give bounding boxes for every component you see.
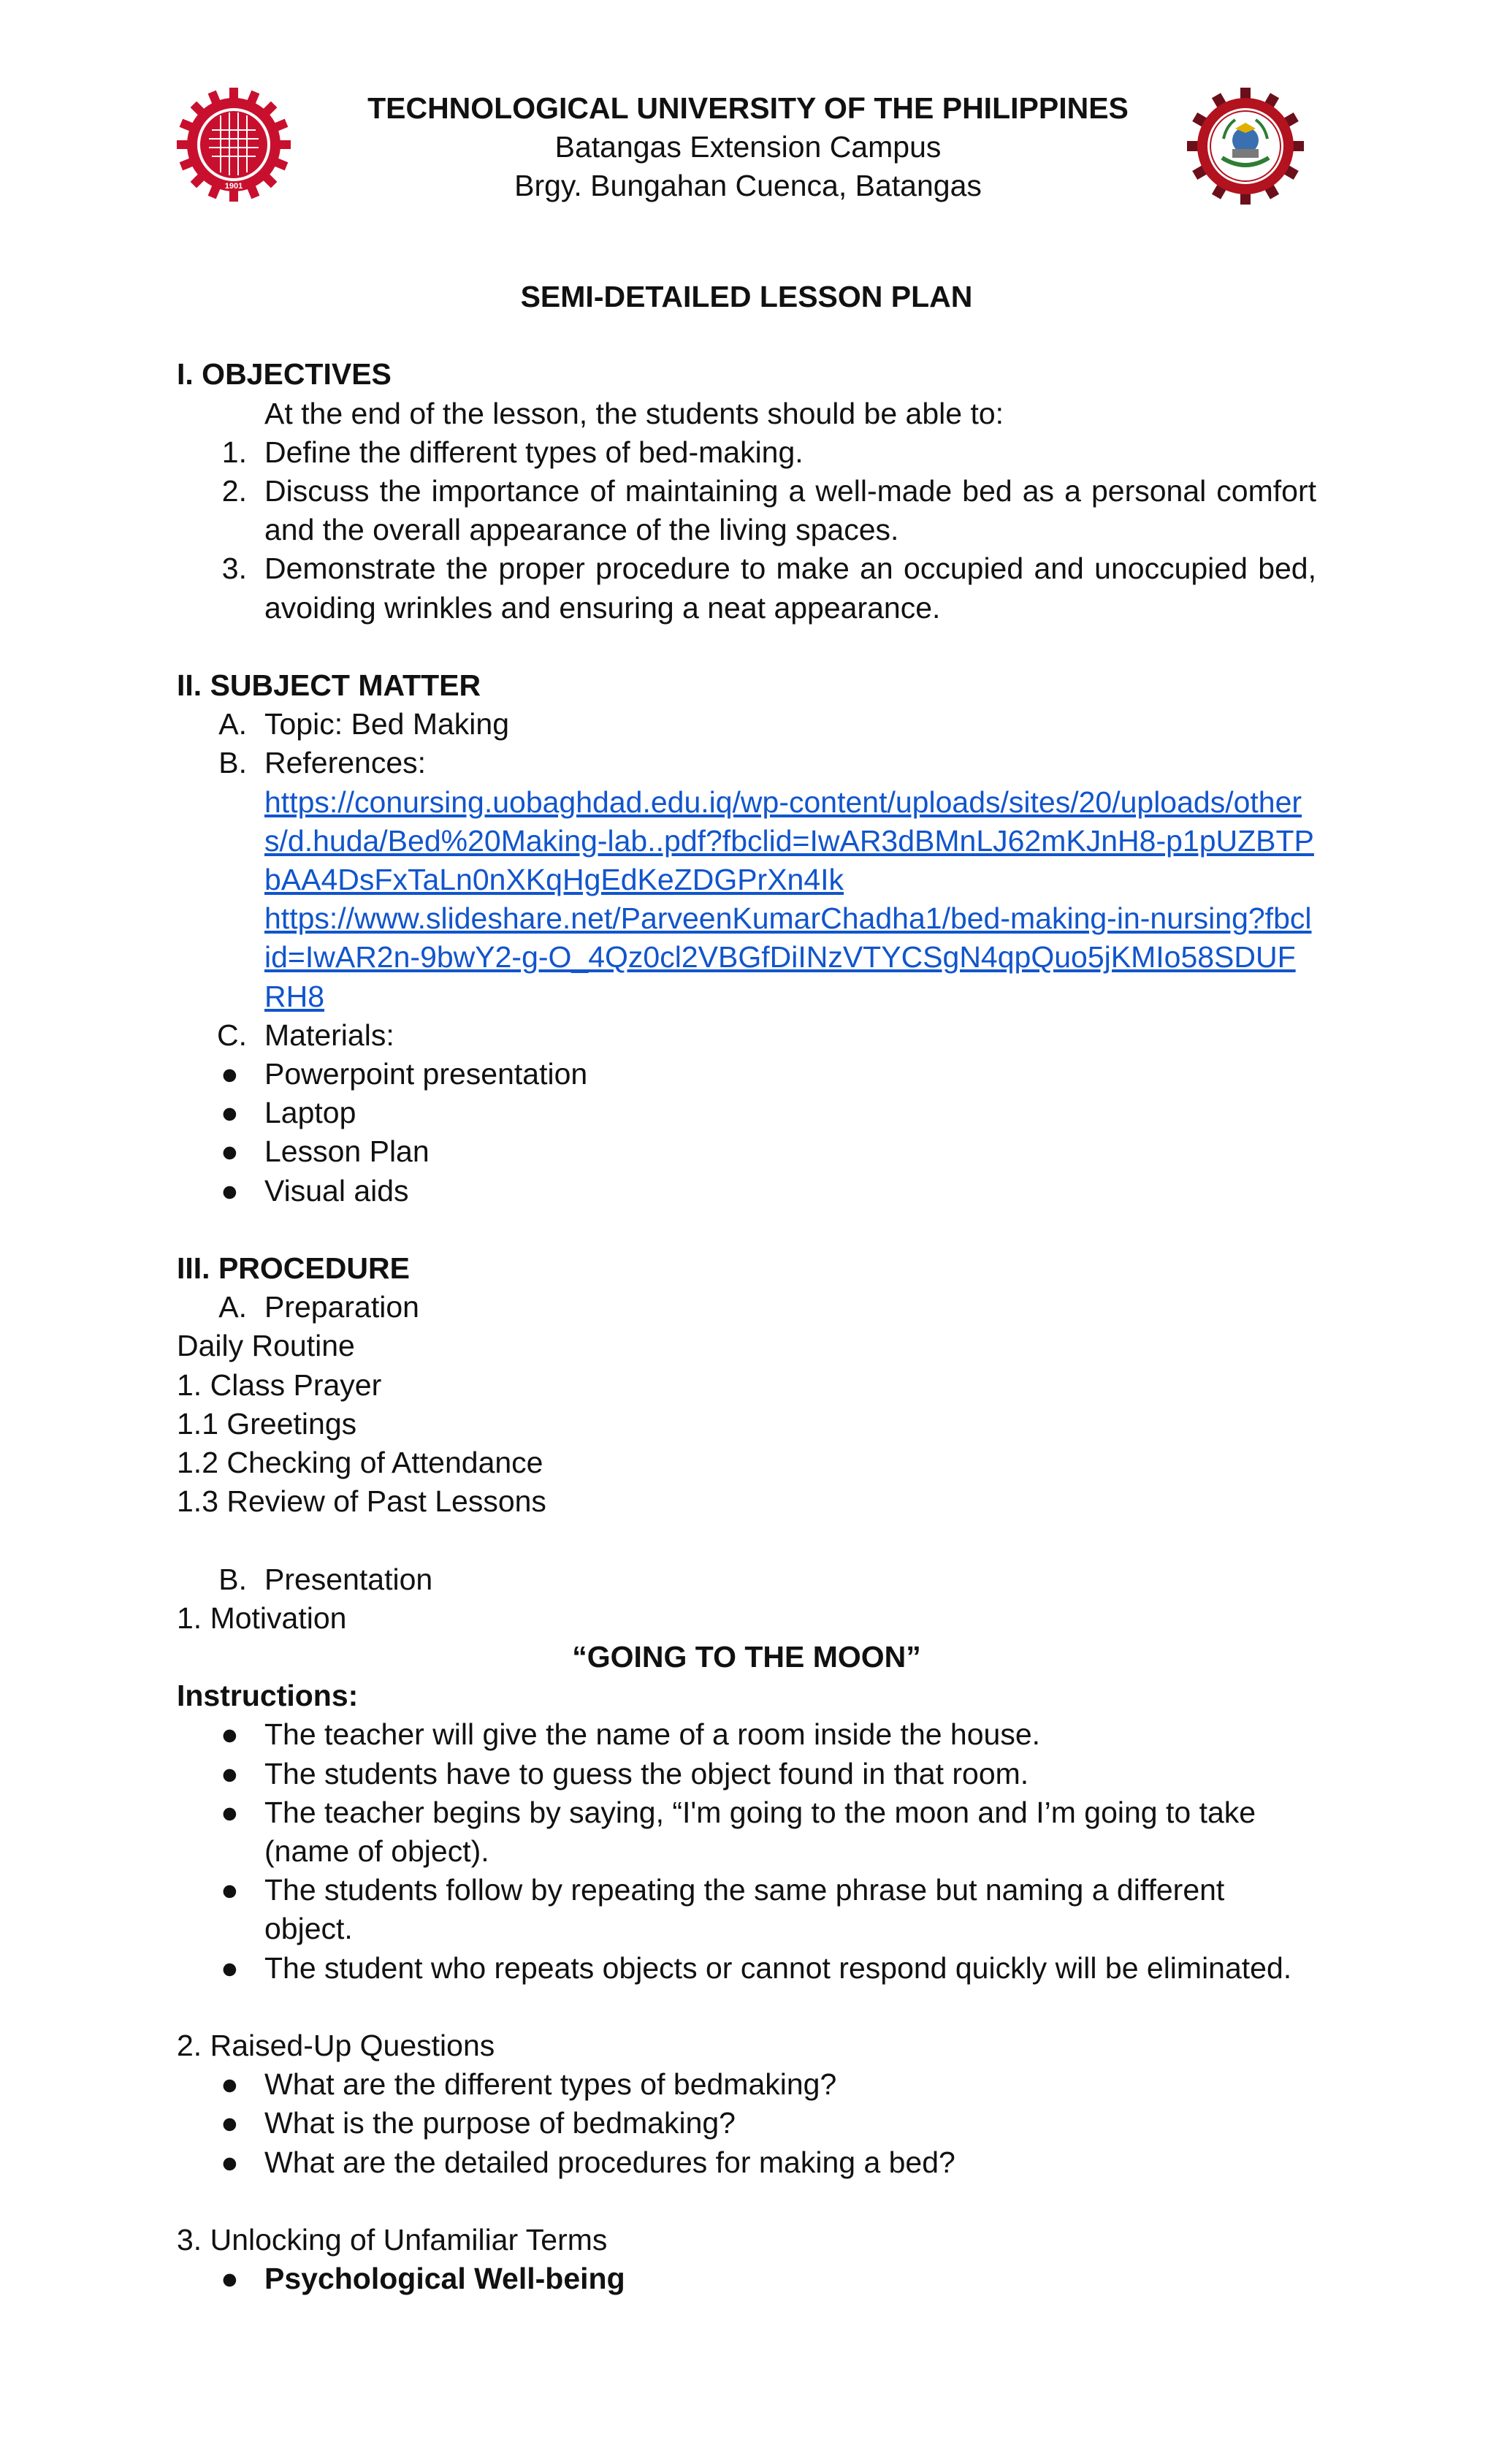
references-item	[177, 744, 1316, 782]
question-text: What are the detailed procedures for making a bed?	[264, 2145, 955, 2179]
document-body	[177, 278, 1316, 2298]
objectives-heading: I. OBJECTIVES	[177, 357, 392, 392]
topic-letter: A.	[218, 707, 247, 741]
bullet-icon: ●	[221, 2262, 239, 2296]
objective-text: Demonstrate the proper procedure to make an occupied and unoccupied bed, avoiding wrinkles and ensuring a neat appearance.	[264, 552, 1316, 625]
bullet-icon: ●	[221, 2067, 239, 2102]
bullet-icon: ●	[221, 1134, 239, 1169]
objective-number: 1.	[221, 435, 247, 469]
material-text: Visual aids	[264, 1173, 409, 1208]
instruction-text: The students have to guess the object found in that room.	[264, 1756, 1029, 1790]
objective-item	[177, 472, 1316, 549]
instruction-list-item	[177, 1871, 1316, 1948]
objective-number: 2.	[221, 474, 247, 508]
reference-links	[177, 783, 1316, 1016]
instruction-list-item	[177, 1793, 1316, 1871]
university-name: TECHNOLOGICAL UNIVERSITY OF THE PHILIPPINES	[367, 91, 1129, 125]
bullet-icon: ●	[221, 1756, 239, 1790]
campus-name: Batangas Extension Campus	[554, 130, 942, 164]
objective-item	[177, 549, 1316, 627]
material-list-item	[177, 1172, 1316, 1210]
question-text: What are the different types of bedmaking?	[264, 2067, 837, 2102]
unlocking-terms-title: 3. Unlocking of Unfamiliar Terms	[177, 2223, 608, 2257]
objective-number: 3.	[221, 552, 247, 586]
question-list-item	[177, 2104, 1316, 2143]
instruction-text: The teacher will give the name of a room inside the house.	[264, 1717, 1041, 1752]
raised-questions-title: 2. Raised-Up Questions	[177, 2029, 495, 2063]
materials-label: Materials:	[264, 1018, 394, 1052]
topic-item	[177, 705, 1316, 744]
material-list-item	[177, 1094, 1316, 1132]
motivation-title: 1. Motivation	[177, 1601, 347, 1635]
objective-text: Discuss the importance of maintaining a well-made bed as a personal comfort and the overall appearance of the living spaces.	[264, 474, 1316, 547]
routine-line: 1.1 Greetings	[177, 1406, 357, 1441]
material-text: Powerpoint presentation	[264, 1057, 588, 1091]
bullet-icon: ●	[221, 1950, 239, 1985]
objective-item	[177, 433, 1316, 472]
references-letter: B.	[218, 746, 247, 780]
instruction-list-item	[177, 1755, 1316, 1793]
instruction-text: The teacher begins by saying, “I'm going to the moon and I’m going to take (name of object).	[264, 1795, 1256, 1869]
references-label: References:	[264, 746, 427, 780]
bullet-icon: ●	[221, 1873, 239, 1907]
routine-line: 1.3 Review of Past Lessons	[177, 1484, 546, 1519]
routine-line: 1.2 Checking of Attendance	[177, 1446, 543, 1480]
bullet-icon: ●	[221, 1173, 239, 1208]
subject-matter-heading: II. SUBJECT MATTER	[177, 668, 481, 702]
reference-link-slideshare[interactable]: https://www.slideshare.net/ParveenKumarChadha1/bed-making-in-nursing?fbclid=IwAR2n-9bwY2-g-O_4Qz0cl2VBGfDiINzVTYCSgN4qpQuo5jKMIo58SDUFRH8	[264, 901, 1312, 1013]
materials-letter: C.	[217, 1018, 247, 1052]
material-list-item	[177, 1055, 1316, 1094]
document-header	[0, 89, 1496, 205]
instruction-list-item	[177, 1715, 1316, 1754]
material-list-item	[177, 1132, 1316, 1171]
term-text: Psychological Well-being	[264, 2262, 625, 2296]
document-title: SEMI-DETAILED LESSON PLAN	[520, 280, 973, 313]
bullet-icon: ●	[221, 1795, 239, 1829]
presentation-item	[177, 1560, 1316, 1599]
procedure-heading: III. PROCEDURE	[177, 1251, 410, 1286]
game-title: “GOING TO THE MOON”	[572, 1640, 921, 1674]
instruction-list-item	[177, 1949, 1316, 1988]
preparation-letter: A.	[218, 1290, 247, 1324]
instructions-label: Instructions:	[177, 1679, 359, 1713]
topic-text: Topic: Bed Making	[264, 707, 510, 741]
bullet-icon: ●	[221, 1096, 239, 1130]
reference-link-uobaghdad[interactable]: https://conursing.uobaghdad.edu.iq/wp-content/uploads/sites/20/uploads/others/d.huda/Bed%20Making-lab..pdf?fbclid=IwAR3dBMnLJ62mKJnH8-p1pUZBTPbAA4DsFxTaLn0nXKqHgEdKeZDGPrXn4Ik	[264, 785, 1314, 897]
objective-text: Define the different types of bed-making.	[264, 435, 804, 469]
instruction-text: The student who repeats objects or cannot respond quickly will be eliminated.	[264, 1950, 1292, 1985]
routine-title: Daily Routine	[177, 1329, 355, 1363]
svg-text:1901: 1901	[224, 182, 243, 191]
preparation-label: Preparation	[264, 1290, 419, 1324]
question-list-item	[177, 2065, 1316, 2104]
bullet-icon: ●	[221, 2106, 239, 2140]
objectives-intro: At the end of the lesson, the students should be able to:	[264, 396, 1004, 430]
campus-address: Brgy. Bungahan Cuenca, Batangas	[514, 169, 982, 202]
presentation-letter: B.	[218, 1562, 247, 1596]
materials-item	[177, 1016, 1316, 1055]
routine-line: 1. Class Prayer	[177, 1368, 382, 1402]
bullet-icon: ●	[221, 2145, 239, 2179]
material-text: Laptop	[264, 1096, 356, 1130]
presentation-label: Presentation	[264, 1562, 433, 1596]
term-list-item	[177, 2259, 1316, 2298]
question-text: What is the purpose of bedmaking?	[264, 2106, 736, 2140]
bullet-icon: ●	[221, 1057, 239, 1091]
question-list-item	[177, 2143, 1316, 2182]
instruction-text: The students follow by repeating the same phrase but naming a different object.	[264, 1873, 1225, 1946]
bullet-icon: ●	[221, 1717, 239, 1752]
material-text: Lesson Plan	[264, 1134, 430, 1169]
preparation-item	[177, 1288, 1316, 1327]
